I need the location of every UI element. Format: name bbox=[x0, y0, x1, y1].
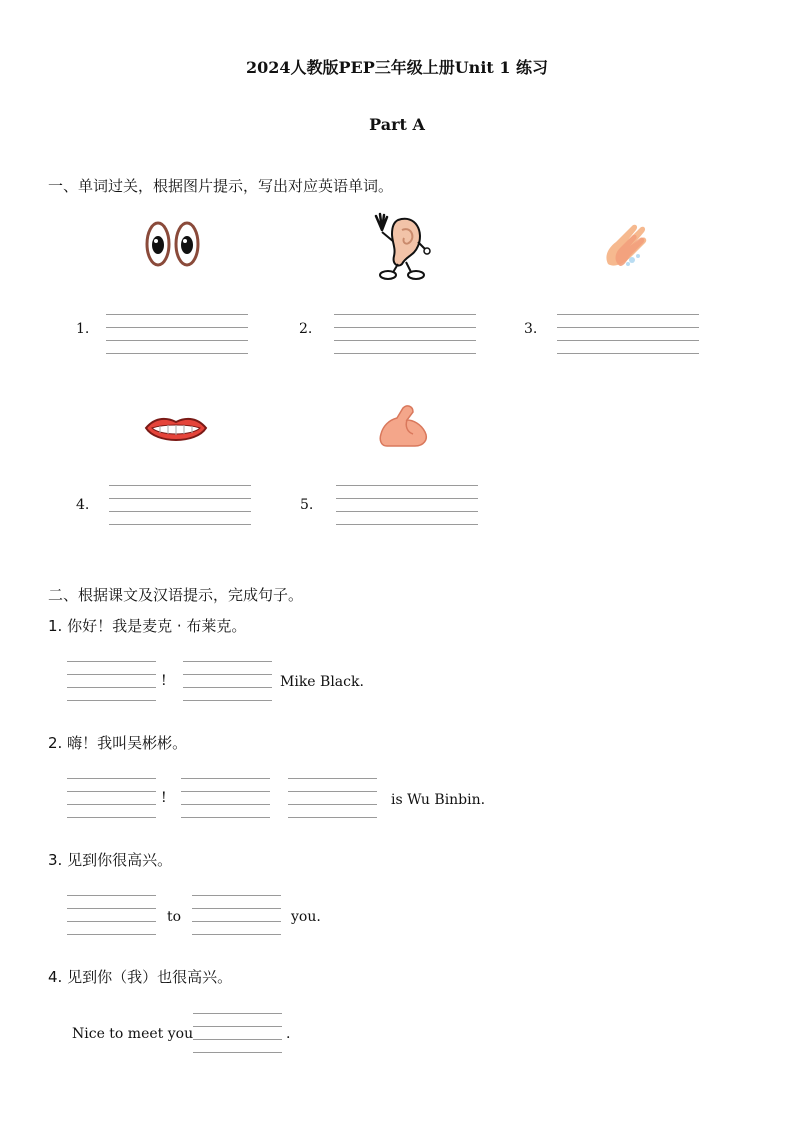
ear-icon bbox=[372, 212, 432, 284]
hands-icon bbox=[602, 220, 652, 274]
answer-lines-2[interactable] bbox=[334, 314, 476, 353]
mouth-icon bbox=[144, 414, 208, 450]
question-3-prompt: 3. 见到你很高兴。 bbox=[48, 851, 173, 869]
question-4-prompt: 4. 见到你（我）也很高兴。 bbox=[48, 968, 233, 986]
q4-head-text: Nice to meet you bbox=[72, 1026, 194, 1042]
q4-tail-text: . bbox=[286, 1026, 291, 1042]
q3-blank-1[interactable] bbox=[67, 895, 156, 934]
item-number-5: 5. bbox=[300, 497, 314, 513]
item-number-4: 4. bbox=[76, 497, 90, 513]
q1-exclamation: ! bbox=[161, 673, 167, 689]
question-1-prompt: 1. 你好！我是麦克 · 布莱克。 bbox=[48, 617, 247, 635]
answer-lines-3[interactable] bbox=[557, 314, 699, 353]
q1-tail-text: Mike Black. bbox=[280, 674, 364, 690]
q1-blank-2[interactable] bbox=[183, 661, 272, 700]
q3-tail-text: you. bbox=[291, 909, 321, 925]
item-number-2: 2. bbox=[299, 321, 313, 337]
answer-lines-5[interactable] bbox=[336, 485, 478, 524]
section1-heading: 一、单词过关，根据图片提示，写出对应英语单词。 bbox=[48, 177, 394, 195]
q3-mid-text: to bbox=[167, 909, 182, 925]
answer-lines-1[interactable] bbox=[106, 314, 248, 353]
question-2-prompt: 2. 嗨！我叫吴彬彬。 bbox=[48, 734, 188, 752]
q2-exclamation: ! bbox=[161, 790, 167, 806]
page-title: 2024人教版PEP三年级上册Unit 1 练习 bbox=[245, 58, 549, 77]
section2-heading: 二、根据课文及汉语提示，完成句子。 bbox=[48, 586, 304, 604]
page-subtitle: Part A bbox=[369, 115, 425, 134]
q4-blank-1[interactable] bbox=[193, 1013, 282, 1052]
item-number-3: 3. bbox=[524, 321, 538, 337]
answer-lines-4[interactable] bbox=[109, 485, 251, 524]
q2-tail-text: is Wu Binbin. bbox=[391, 792, 486, 808]
q2-blank-3[interactable] bbox=[288, 778, 377, 817]
arm-icon bbox=[377, 404, 429, 452]
eyes-icon bbox=[145, 220, 201, 272]
q1-blank-1[interactable] bbox=[67, 661, 156, 700]
q2-blank-2[interactable] bbox=[181, 778, 270, 817]
q2-blank-1[interactable] bbox=[67, 778, 156, 817]
item-number-1: 1. bbox=[76, 321, 90, 337]
q3-blank-2[interactable] bbox=[192, 895, 281, 934]
